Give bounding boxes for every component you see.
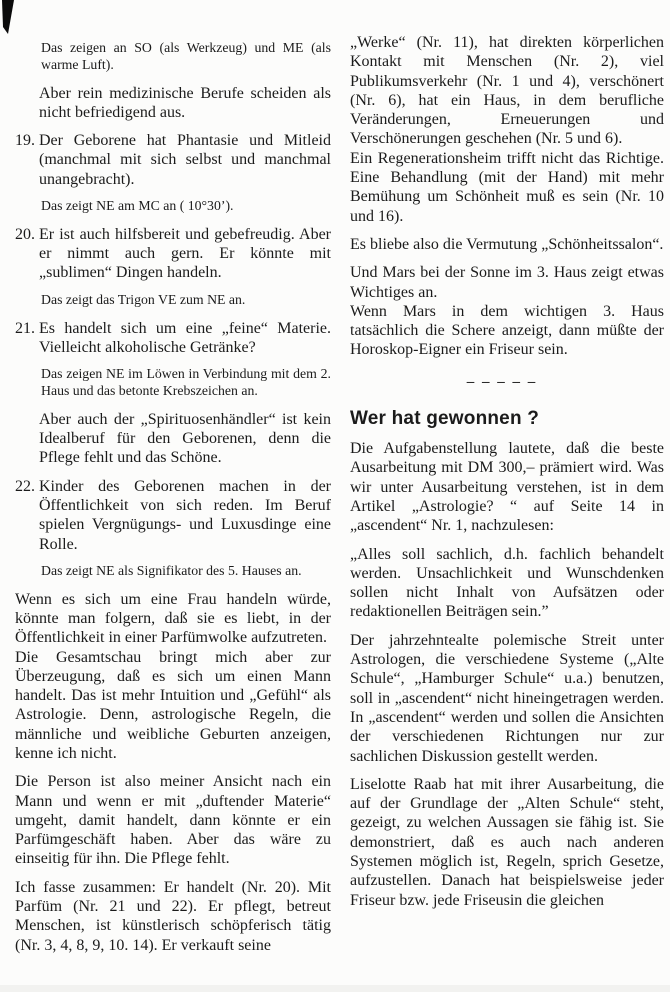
numbered-item-20: [15, 225, 331, 283]
body-paragraph: Es bliebe also die Vermutung „Schönheitssalon“.: [350, 235, 664, 253]
numbered-item-22: [15, 477, 331, 554]
list-item-number: 20.: [15, 225, 35, 243]
list-item-text: Es handelt sich um eine „feine“ Materie. Vielleicht alkoholische Getränke?: [39, 319, 331, 356]
left-text-column: [15, 33, 331, 964]
section-heading: Wer hat gewonnen ?: [350, 407, 540, 429]
list-item-text: Er ist auch hilfsbereit und gebefreudig. Aber er nimmt auch gern. Er könnte mit „sublimen“ Dingen handeln.: [39, 225, 331, 282]
astrology-annotation-note: Das zeigt NE am MC an ( 10°30’).: [41, 198, 234, 214]
list-item-number: 19.: [15, 132, 35, 150]
list-item-text: Kinder des Geborenen machen in der Öffentlichkeit von sich reden. Im Beruf spielen Vergnügungs- und Luxusdinge eine Rolle.: [39, 477, 331, 553]
list-item-number: 22.: [15, 477, 35, 495]
right-text-column: [350, 33, 664, 964]
dashed-divider: – – – – –: [466, 373, 538, 390]
body-paragraph: Ein Regenerationsheim trifft nicht das Richtige. Eine Behandlung (mit der Hand) mit mehr Bemühung um Schönheit muß es sein (Nr. 10 und 16).: [350, 149, 664, 225]
body-paragraph: Wenn es sich um eine Frau handeln würde, könnte man folgern, daß sie es liebt, in der Öffentlichkeit in einer Parfümwolke aufzutreten.: [15, 590, 331, 647]
body-paragraph: Die Person ist also meiner Ansicht nach ein Mann und wenn er mit „duftender Materie“ umgeht, damit handelt, dann könnte er ein Parfümgeschäft haben. Aber das wäre zu einseitig für ihn. Die Pflege fehlt.: [15, 773, 331, 868]
body-paragraph: Die Gesamtschau bringt mich aber zur Überzeugung, daß es sich um einen Mann handelt. Das ist mehr Intuition und „Gefühl“ als Astrologie. Denn, astrologische Regeln, die männliche und weibliche Geburten anzeigen, kenne ich nicht.: [15, 648, 331, 762]
body-paragraph: Der jahrzehntealte polemische Streit unter Astrologen, die verschiedene Systeme („Alte Schule“, „Hamburger Schule“ u.a.) benutzen, soll in „ascendent“ nicht hineingetragen werden. In „ascendent“ werden und sollen die Ansichten der verschiedenen Richtungen nur zur sachlichen Diskussion gestellt werden.: [350, 631, 664, 765]
body-paragraph: Liselotte Raab hat mit ihrer Ausarbeitung, die auf der Grundlage der „Alten Schule“ steht, gezeigt, zu welchen Aussagen sie fähig ist. Sie demonstriert, daß es auch nach anderen Systemen möglich ist, Regeln, sprich Gesetze, aufzustellen. Danach hat beispielsweise jeder Friseur bzw. jede Friseusin die gleichen: [350, 775, 664, 909]
indented-paragraph: Aber auch der „Spirituosenhändler“ ist kein Idealberuf für den Geborenen, denn die Pflege fehlt und das Schöne.: [39, 410, 331, 467]
astrology-annotation-note: Das zeigt das Trigon VE zum NE an.: [41, 291, 246, 307]
indented-paragraph: Aber rein medizinische Berufe scheiden als nicht befriedigend aus.: [39, 84, 331, 121]
list-item-text: Der Geborene hat Phantasie und Mitleid (manchmal mit sich selbst und manchmal unangebracht).: [39, 132, 331, 188]
list-item-number: 21.: [15, 319, 35, 337]
body-paragraph: „Werke“ (Nr. 11), hat direkten körperlichen Kontakt mit Menschen (Nr. 2), viel Publikumsverkehr (Nr. 1 und 4), verschönert (Nr. 6), hat ein Haus, in dem berufliche Veränderungen, Erneuerungen und Verschönerungen geschehen (Nr. 5 und 6).: [350, 34, 664, 148]
body-paragraph: Ich fasse zusammen: Er handelt (Nr. 20). Mit Parfüm (Nr. 21 und 22). Er pflegt, betreut Menschen, ist künstlerisch schöpferisch tätig (Nr. 3, 4, 8, 9, 10. 14). Er verkauft seine: [15, 878, 331, 954]
body-paragraph: Wenn Mars in dem wichtigen 3. Haus tatsächlich die Schere anzeigt, dann müßte der Horoskop-Eigner ein Friseur sein.: [350, 302, 664, 359]
numbered-item-19: [15, 131, 331, 189]
astrology-annotation-note: Das zeigt NE als Signifikator des 5. Hauses an.: [41, 562, 302, 578]
body-paragraph: Die Aufgabenstellung lautete, daß die beste Ausarbeitung mit DM 300,– prämiert wird. Was wir unter Ausarbeitung verstehen, ist in dem Artikel „Astrologie? “ auf Seite 14 in „ascendent“ Nr. 1, nachzulesen:: [350, 440, 664, 535]
astrology-annotation-note: Das zeigen NE im Löwen in Verbindung mit dem 2. Haus und das betonte Krebszeichen an.: [41, 366, 331, 398]
body-paragraph: Und Mars bei der Sonne im 3. Haus zeigt etwas Wichtiges an.: [350, 264, 664, 301]
page-body: [15, 33, 664, 964]
body-paragraph: „Alles soll sachlich, d.h. fachlich behandelt werden. Unsachlichkeit und Wunschdenken sollen nicht Inhalt von Aufsätzen oder redaktionellen Beiträgen sein.”: [350, 545, 664, 621]
page-bottom-scan-shadow: [0, 985, 670, 992]
numbered-item-21: [15, 319, 331, 358]
astrology-annotation-note: Das zeigen an SO (als Werkzeug) und ME (als warme Luft).: [41, 40, 331, 72]
